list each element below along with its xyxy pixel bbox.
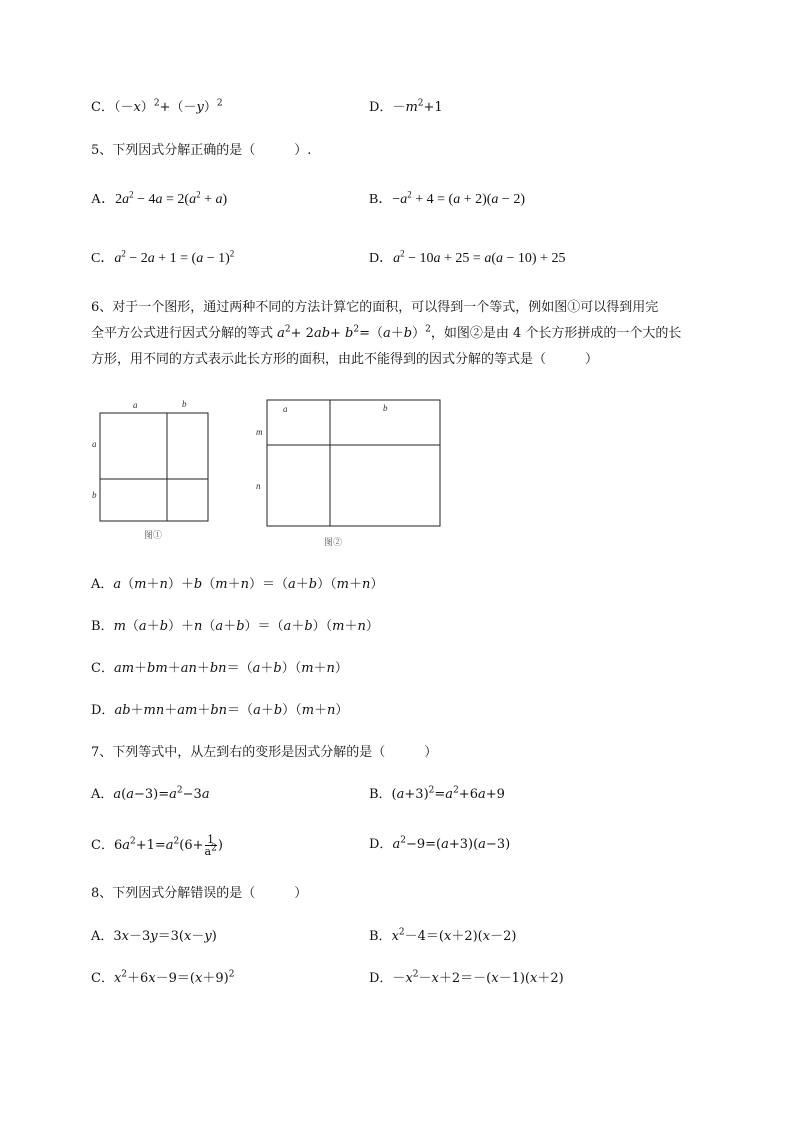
q6-option-b: B．m（a＋b）＋n（a＋b）＝（a＋b）（m＋n） bbox=[91, 619, 379, 634]
q5-option-b: B．$-a^2 + 4 = (a + 2)(a - 2)$ bbox=[369, 189, 525, 207]
q5-option-a: A．$2a^2 - 4a = 2(a^2 + a)$ bbox=[91, 189, 228, 207]
q5-stem: 5、下列因式分解正确的是（ ）. bbox=[91, 143, 312, 158]
q6-option-a: A．a（m＋n）＋b（m＋n）＝（a＋b）（m＋n） bbox=[91, 577, 384, 592]
q7-stem: 7、下列等式中，从左到右的变形是因式分解的是（ ） bbox=[91, 745, 438, 760]
fig2-label-left-m: m bbox=[256, 427, 263, 437]
fig1-label-left-b: b bbox=[92, 490, 97, 500]
q7-option-d: D．$a^2-9=(a+3)(a-3)$ bbox=[369, 835, 511, 852]
q7-option-a: A．$a(a-3)=a^2-3a$ bbox=[91, 785, 210, 802]
fig2-label-top-a: a bbox=[283, 404, 288, 414]
q5-option-d: D．$a^2 - 10a + 25 = a(a - 10) + 25$ bbox=[369, 248, 566, 266]
q5-option-c: C．$a^2 - 2a + 1 = (a - 1)^2$ bbox=[91, 248, 235, 266]
q4-option-d: D．$-m^2+1$ bbox=[369, 98, 443, 115]
fig1-label-top-a: a bbox=[133, 400, 138, 410]
q8-option-d: D．$-x^2-x+2=-(x-1)(x+2)$ bbox=[369, 969, 564, 986]
figure-2-rectangle bbox=[252, 393, 446, 549]
q6-stem-line2: 全平方公式进行因式分解的等式 $a^2+ 2ab+ b^2=(a+b)^2$，如图②是由 4 个长方形拼成的一个大的长 bbox=[91, 324, 682, 341]
q6-stem-line3: 方形，用不同的方式表示此长方形的面积，由此不能得到的因式分解的等式是（ ） bbox=[91, 352, 599, 367]
fig1-label-left-a: a bbox=[92, 439, 97, 449]
q7-option-b: B．$(a+3)^2=a^2+6a+9$ bbox=[369, 785, 505, 802]
q6-stem-line1: 6、对于一个图形，通过两种不同的方法计算它的面积，可以得到一个等式，例如图①可以得到用完 bbox=[91, 300, 659, 315]
fig2-label-left-n: n bbox=[256, 481, 261, 491]
q8-option-b: B．$x^2-4=(x+2)(x-2)$ bbox=[369, 927, 517, 944]
q6-option-d: D．ab＋mn＋am＋bn＝（a＋b）（m＋n） bbox=[91, 703, 349, 718]
figure-1-square bbox=[88, 396, 218, 544]
q8-option-c: C．$x^2+6x-9=(x+9)^2$ bbox=[91, 969, 235, 986]
q6-option-c: C．am＋bm＋an＋bn＝（a＋b）（m＋n） bbox=[91, 661, 348, 676]
fig1-label-top-b: b bbox=[182, 399, 187, 409]
fig2-caption: 图② bbox=[324, 537, 343, 547]
fig1-caption: 图① bbox=[144, 530, 163, 540]
q4-option-c: C．$(-x)^2+(-y)^2$ bbox=[91, 98, 223, 115]
q8-stem: 8、下列因式分解错误的是（ ） bbox=[91, 886, 308, 901]
q8-option-a: A．3x－3y＝3(x－y) bbox=[91, 929, 217, 944]
q7-option-c: C．$6a^2+1=a^2(6+$ $\frac{1}{a^2}$ ) bbox=[91, 833, 223, 858]
fig2-label-top-b: b bbox=[383, 403, 388, 413]
